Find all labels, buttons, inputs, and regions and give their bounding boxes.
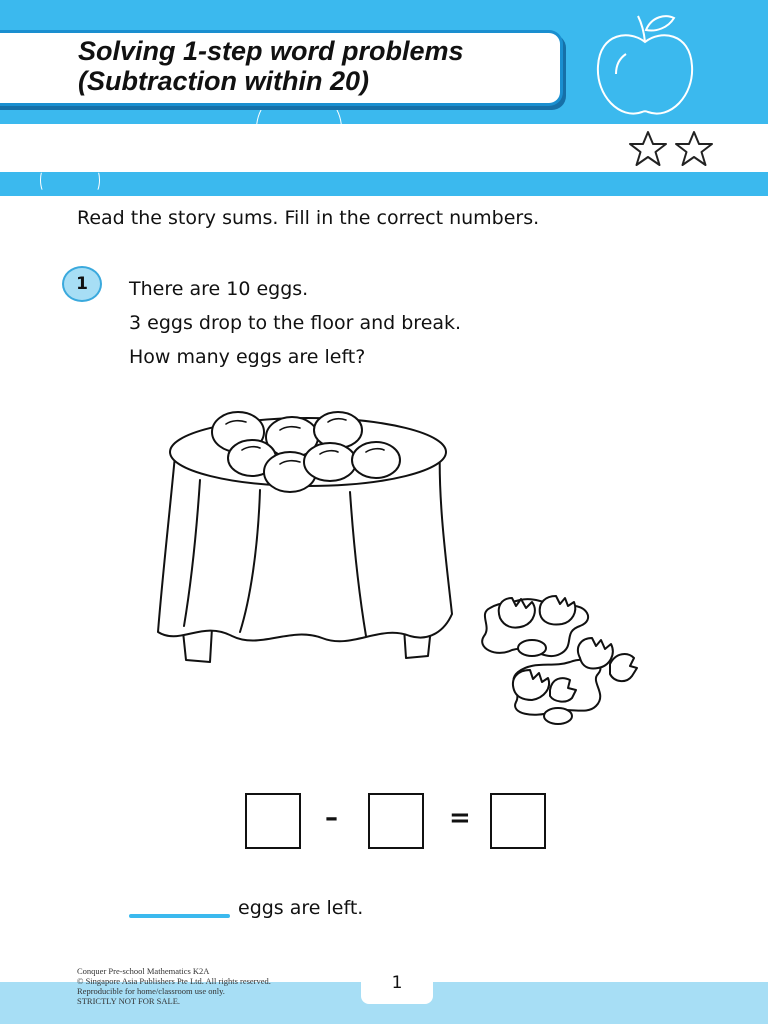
answer-box-3[interactable] bbox=[490, 793, 546, 849]
broken-shell bbox=[540, 596, 576, 625]
story-problem bbox=[129, 272, 461, 374]
story-line: How many eggs are left? bbox=[129, 346, 366, 368]
instruction-text: Read the story sums. Fill in the correct numbers. bbox=[77, 207, 540, 229]
answer-box-1[interactable] bbox=[245, 793, 301, 849]
answer-sentence: eggs are left. bbox=[238, 897, 364, 919]
decorative-circle bbox=[40, 150, 100, 210]
page-title bbox=[78, 36, 548, 96]
footer-line: Reproducible for home/classroom use only. bbox=[77, 986, 225, 996]
minus-sign: – bbox=[325, 803, 338, 833]
difficulty-stars bbox=[624, 126, 720, 172]
header-stripe bbox=[0, 172, 768, 196]
footer-line: Conquer Pre-school Mathematics K2A bbox=[77, 966, 210, 976]
title-line-2: (Subtraction within 20) bbox=[78, 66, 370, 96]
star-icon bbox=[676, 132, 712, 165]
equals-sign: = bbox=[449, 803, 471, 833]
star-icon bbox=[630, 132, 666, 165]
answer-blank[interactable] bbox=[129, 914, 230, 918]
footer-line: © Singapore Asia Publishers Pte Ltd. All rights reserved. bbox=[77, 976, 271, 986]
footer-line: STRICTLY NOT FOR SALE. bbox=[77, 996, 181, 1006]
title-line-1: Solving 1-step word problems bbox=[78, 36, 464, 66]
story-line: There are 10 eggs. bbox=[129, 278, 309, 300]
story-line: 3 eggs drop to the floor and break. bbox=[129, 312, 462, 334]
question-number-badge bbox=[62, 266, 102, 302]
page-number-tab bbox=[361, 962, 433, 1004]
eggs-on-table-illustration bbox=[140, 400, 660, 740]
egg bbox=[352, 442, 400, 478]
page-number: 1 bbox=[391, 973, 403, 993]
egg bbox=[304, 443, 356, 481]
egg bbox=[314, 412, 362, 448]
copyright-note bbox=[77, 966, 271, 1006]
question-number: 1 bbox=[76, 274, 88, 294]
apple-icon bbox=[590, 4, 700, 122]
yolk bbox=[544, 708, 572, 724]
broken-shell bbox=[578, 638, 613, 669]
answer-box-2[interactable] bbox=[368, 793, 424, 849]
broken-shell bbox=[610, 654, 637, 681]
yolk bbox=[518, 640, 546, 656]
